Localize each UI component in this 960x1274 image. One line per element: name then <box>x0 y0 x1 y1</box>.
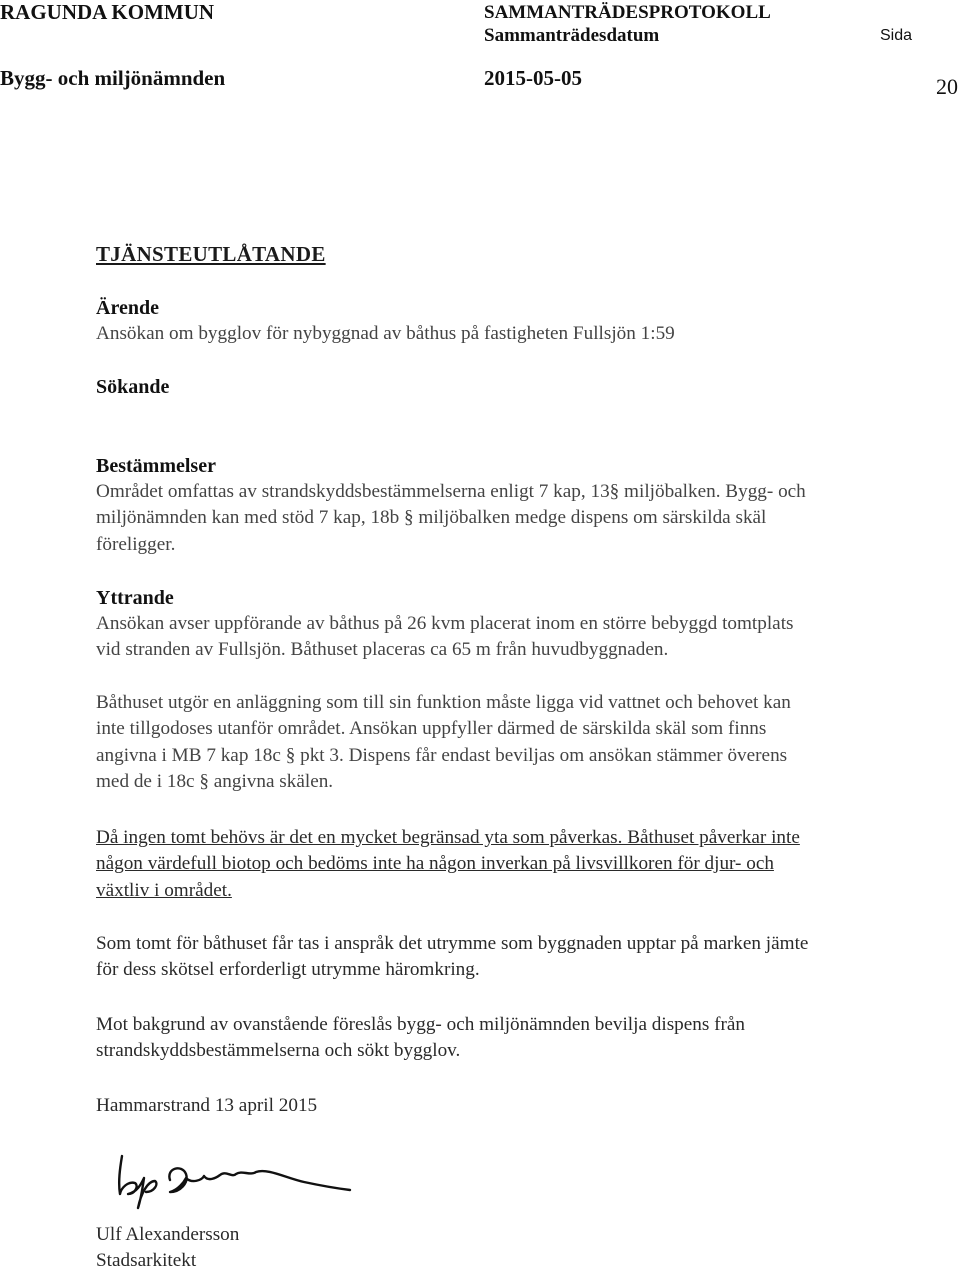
yttrande-paragraph-4 <box>96 931 946 984</box>
document-title: TJÄNSTEUTLÅTANDE <box>96 242 326 266</box>
paragraph-line: någon värdefull biotop och bedöms inte ha någon inverkan på livsvillkoren för djur- och <box>96 853 774 875</box>
paragraph-line: Området omfattas av strandskyddsbestämmelserna enligt 7 kap, 13§ miljöbalken. Bygg- och <box>96 481 806 502</box>
bestammelser-paragraph <box>96 479 946 558</box>
paragraph-line: Båthuset utgör en anläggning som till sin funktion måste ligga vid vattnet och behovet kan <box>96 692 791 713</box>
section-heading-sokande: Sökande <box>96 376 170 398</box>
paragraph-line: inte tillgodoses utanför området. Ansökan uppfyller därmed de särskilda skäl som finns <box>96 718 767 740</box>
paragraph-line: Mot bakgrund av ovanstående föreslås bygg- och miljönämnden bevilja dispens från <box>96 1014 746 1035</box>
arende-text: Ansökan om bygglov för nybyggnad av båthus på fastigheten Fullsjön 1:59 <box>96 323 675 344</box>
paragraph-line: föreligger. <box>96 533 176 555</box>
paragraph-line: för dess skötsel erforderligt utrymme häromkring. <box>96 959 480 981</box>
committee-name: Bygg- och miljönämnden <box>0 66 226 90</box>
paragraph-line: med de i 18c § angivna skälen. <box>96 771 334 793</box>
yttrande-paragraph-1 <box>96 611 946 664</box>
page-label: Sida <box>880 27 913 44</box>
paragraph-line: Som tomt för båthuset får tas i anspråk det utrymme som byggnaden upptar på marken jämte <box>96 933 809 954</box>
meeting-date: 2015-05-05 <box>484 66 582 90</box>
signatory-role: Stadsarkitekt <box>96 1250 197 1271</box>
municipality-name: RAGUNDA KOMMUN <box>0 0 215 24</box>
document-type: SAMMANTRÄDESPROTOKOLL <box>484 2 771 23</box>
meeting-date-label: Sammanträdesdatum <box>484 25 660 46</box>
section-heading-bestammelser: Bestämmelser <box>96 455 216 477</box>
paragraph-line: växtliv i området. <box>96 879 232 901</box>
paragraph-line: Ansökan avser uppförande av båthus på 26 kvm placerat inom en större bebyggd tomtplats <box>96 613 794 634</box>
paragraph-line: vid stranden av Fullsjön. Båthuset placeras ca 65 m från huvudbyggnaden. <box>96 639 669 661</box>
paragraph-line: strandskyddsbestämmelserna och sökt bygglov. <box>96 1040 461 1062</box>
paragraph-line: miljönämnden kan med stöd 7 kap, 18b § miljöbalken medge dispens om särskilda skäl <box>96 507 767 529</box>
yttrande-paragraph-2 <box>96 690 946 796</box>
yttrande-paragraph-5 <box>96 1012 946 1065</box>
yttrande-paragraph-3 <box>96 825 946 904</box>
signatory-name: Ulf Alexandersson <box>96 1224 240 1245</box>
handwritten-signature <box>108 1148 358 1210</box>
section-heading-yttrande: Yttrande <box>96 587 174 609</box>
section-heading-arende: Ärende <box>96 297 159 319</box>
place-and-date: Hammarstrand 13 april 2015 <box>96 1095 318 1116</box>
paragraph-line: Då ingen tomt behövs är det en mycket begränsad yta som påverkas. Båthuset påverkar inte <box>96 827 800 848</box>
paragraph-line: angivna i MB 7 kap 18c § pkt 3. Dispens får endast beviljas om ansökan stämmer överens <box>96 744 788 766</box>
page-number: 20 <box>936 74 958 99</box>
